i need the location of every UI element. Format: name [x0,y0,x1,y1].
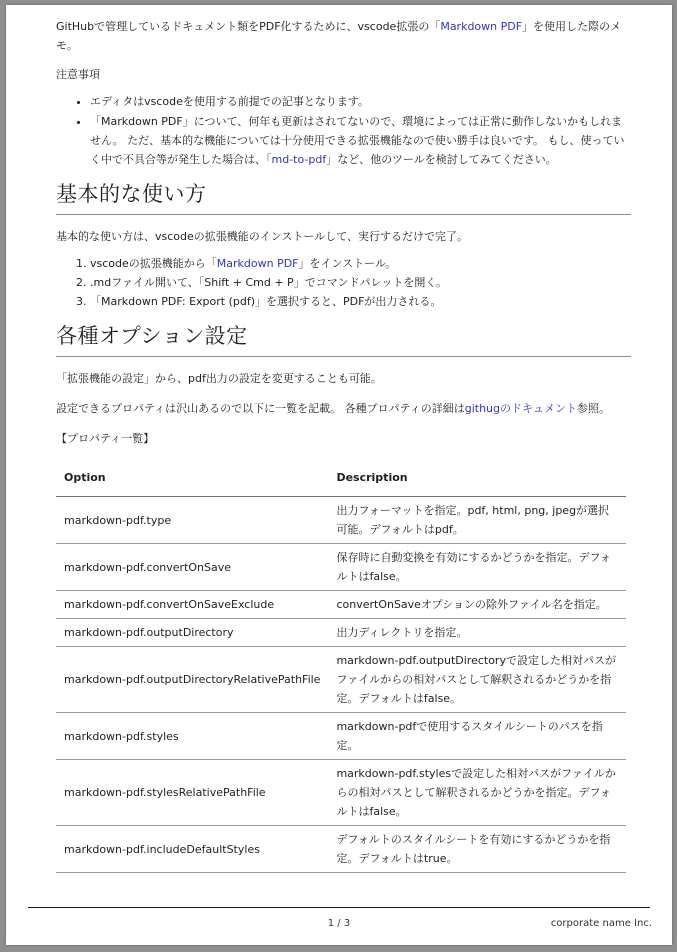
intro-text-pre: GitHubで管理しているドキュメント類をPDF化するために、vscode拡張の「 [56,20,441,33]
step-3: 3. 「Markdown PDF: Export (pdf)」を選択すると、PDFが出力される。 [90,292,631,311]
description-cell: 保存時に自動変換を有効にするかどうかを指定。デフォルトはfalse。 [328,544,626,591]
description-cell: markdown-pdf.outputDirectoryで設定した相対パスがファイルからの相対パスとして解釈されるかどうかを指定。デフォルトはfalse。 [328,647,626,713]
option-cell: markdown-pdf.styles [56,713,328,760]
corporate-name: corporate name Inc. [550,918,652,929]
description-cell: 出力フォーマットを指定。pdf, html, png, jpegが選択可能。デフォルトはpdf。 [328,497,626,544]
intro-paragraph [56,17,631,55]
document-content [56,17,631,873]
notes-title: 注意事項 [56,68,100,81]
md-to-pdf-link[interactable]: md-to-pdf [271,153,327,166]
table-row [56,619,626,647]
table-header-row [56,459,626,497]
option-cell: markdown-pdf.outputDirectoryRelativePathFile [56,647,328,713]
step-1-post: 」をインストール。 [298,257,397,270]
notes-item-2-post: 」など、他のツールを検討してみてください。 [326,153,557,166]
properties-desc-pre: 設定できるプロパティは沢山あるので以下に一覧を記載。 各種プロパティの詳細は [56,402,465,415]
step-1-pre: vscodeの拡張機能から「 [90,257,217,270]
notes-item-2 [90,112,631,169]
option-cell: markdown-pdf.includeDefaultStyles [56,826,328,873]
properties-desc [56,399,631,418]
description-cell: デフォルトのスタイルシートを有効にするかどうかを指定。デフォルトはtrue。 [328,826,626,873]
option-cell: markdown-pdf.stylesRelativePathFile [56,760,328,826]
table-row [56,647,626,713]
step-1 [90,254,631,273]
option-cell: markdown-pdf.convertOnSave [56,544,328,591]
description-cell: convertOnSaveオプションの除外ファイル名を指定。 [328,591,626,619]
header-description: Description [328,459,626,497]
notes-list [56,92,631,169]
description-cell: 出力ディレクトリを指定。 [328,619,626,647]
description-cell: markdown-pdf.stylesで設定した相対パスがファイルからの相対パスとして解釈されるかどうかを指定。デフォルトはfalse。 [328,760,626,826]
notes-item-1: • エディタはvscodeを使用する前提での記事となります。 [90,92,631,111]
footer-divider [28,907,650,908]
table-row [56,826,626,873]
properties-desc-post: 参照。 [577,402,611,415]
markdown-pdf-link[interactable]: Markdown PDF [440,20,523,33]
header-option: Option [56,459,328,497]
github-docs-link[interactable]: githugのドキュメント [464,402,578,415]
steps-list [56,254,631,311]
table-row [56,591,626,619]
option-cell: markdown-pdf.outputDirectory [56,619,328,647]
table-row [56,713,626,760]
heading-basic-usage: 基本的な使い方 [56,179,631,215]
intro-text-post: 」を使用した際のメモ。 [56,20,622,52]
option-cell: markdown-pdf.type [56,497,328,544]
options-desc: 「拡張機能の設定」から、pdf出力の設定を変更することも可能。 [56,372,382,385]
pdf-page [6,5,672,945]
step-2: 2. .mdファイル開いて、「Shift + Cmd + P」でコマンドパレットを開く。 [90,273,631,292]
option-cell: markdown-pdf.convertOnSaveExclude [56,591,328,619]
table-row [56,544,626,591]
options-table [56,459,626,873]
table-row [56,497,626,544]
description-cell: markdown-pdfで使用するスタイルシートのパスを指定。 [328,713,626,760]
markdown-pdf-link-2[interactable]: Markdown PDF [216,257,299,270]
heading-options: 各種オプション設定 [56,321,631,357]
table-row [56,760,626,826]
property-list-label: 【プロパティ一覧】 [56,432,155,445]
basic-usage-desc: 基本的な使い方は、vscodeの拡張機能のインストールして、実行するだけで完了。 [56,230,468,243]
page-number: 1 / 3 [327,918,351,929]
notes-item-2-pre: 「Markdown PDF」について、何年も更新はされてないので、環境によっては正常に動作しないかもしれません。 ただ、基本的な機能については十分使用できる拡張機能なので使い勝手は良いです。 もし、使っていく中で不具合等が発生した場合は、「 [90,115,625,166]
